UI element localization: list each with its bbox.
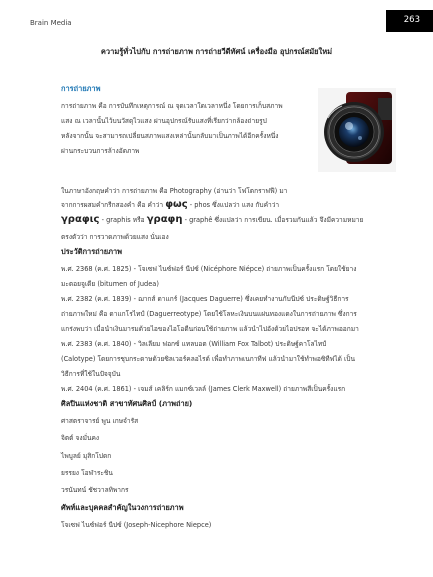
header-brand: Brain Media xyxy=(30,19,72,27)
text-segment: - graphê ซึ่งแปลว่า การเขียน. เมื่อรวมกันแล้ว จึงมีความหมาย xyxy=(184,216,364,224)
artist-name: ศาสตราจารย์ พูน เกษจำรัส xyxy=(61,417,139,425)
text-segment: - graphis หรือ xyxy=(101,216,145,224)
history-line: (Calotype) โดยการชุบกระดาษด้วยซิลเวอร์คลอไรด์ เพื่อทำภาพเนกาทีฟ แล้วนำมาใช้ทำพอซิทีฟได้ เป็น xyxy=(61,355,355,363)
greek-word-graphe: γραφη xyxy=(146,214,183,225)
history-line: พ.ศ. 2383 (ค.ศ. 1840) - วิลเลียม ฟอกซ์ แทลบอต (William Fox Talbot) ประดิษฐ์คาโลไทป์ xyxy=(61,340,327,348)
history-line: แกร่งพบว่า เมื่อนำเงินมารมด้วยไอของไอโอดีนก่อนใช้ถ่ายภาพ แล้วนำไปอังด้วยไอปรอท จะได้ภาพออกมา xyxy=(61,325,359,333)
artist-name: วรนันทน์ ชัชวาลทิพากร xyxy=(61,486,129,494)
text-segment: - phos ซึ่งแปลว่า แสง กับคำว่า xyxy=(189,201,280,209)
artist-name: ยรรยง โอฬาระชิน xyxy=(61,469,113,477)
history-line: วิธีการที่ใช้ในปัจจุบัน xyxy=(61,370,121,378)
paragraph-line: ตรงตัวว่า การวาดภาพด้วยแสง นั่นเอง xyxy=(61,233,169,241)
artist-name: จิตต์ จงมั่นคง xyxy=(61,434,100,442)
paragraph-line: การถ่ายภาพ คือ การบันทึกเหตุการณ์ ณ จุดเวลาใดเวลาหนึ่ง โดยการเก็บสภาพ xyxy=(61,102,283,110)
artist-name: ไพบูลย์ มุสิกโปดก xyxy=(61,452,112,460)
history-line: พ.ศ. 2368 (ค.ศ. 1825) - โจเซฟ ไนซ์ฟอร์ นีปซ์ (Nicéphore Niépce) ถ่ายภาพเป็นครั้งแรก โดยใช้ยาง xyxy=(61,265,357,273)
section-heading-photography: การถ่ายภาพ xyxy=(61,84,101,93)
paragraph-line: ผ่านกระบวนการล้างอัดภาพ xyxy=(61,147,140,155)
page-number: 263 xyxy=(403,15,420,25)
history-line: พ.ศ. 2382 (ค.ศ. 1839) - ฌากส์ ดาแกร์ (Jacques Daguerre) ซึ่งเคยทำงานกับนีปซ์ ประดิษฐ์วิธีการ xyxy=(61,295,349,303)
greek-word-graphis: γραφις xyxy=(61,214,100,225)
paragraph-line: แสง ณ เวลานั้นไว้บนวัสดุไวแสง ผ่านอุปกรณ์รับแสงที่เรียกว่ากล้องถ่ายรูป xyxy=(61,117,267,125)
paragraph-line xyxy=(61,199,279,210)
camera-lens-photo xyxy=(318,88,396,172)
page-number-badge xyxy=(386,10,433,32)
paragraph-line: ในภาษาอังกฤษคำว่า การถ่ายภาพ คือ Photography (อ่านว่า โฟโตกราฟฟี) มา xyxy=(61,187,288,195)
section-heading-terms: ศัพท์และบุคคลสำคัญในวงการถ่ายภาพ xyxy=(61,503,184,512)
section-heading-history: ประวัติการถ่ายภาพ xyxy=(61,247,123,256)
greek-word-phos: φως xyxy=(165,199,188,210)
history-line: พ.ศ. 2404 (ค.ศ. 1861) - เจมส์ เคลิร์ก แมกซ์เวลล์ (James Clerk Maxwell) ถ่ายภาพสีเป็นครั้งแรก xyxy=(61,385,346,393)
paragraph-line xyxy=(61,214,363,225)
history-line: ถ่ายภาพใหม่ คือ ดาแกโรไทป์ (Daguerreotype) โดยใช้โลหะเงินบนแผ่นทองแดงในการถ่ายภาพ ซึ่งการ xyxy=(61,310,357,318)
text-segment: จากการผสมคำกรีกสองคำ คือ คำว่า xyxy=(61,201,164,209)
page-title: ความรู้ทั่วไปกับ การถ่ายภาพ การถ่ายวีดีทัศน์ เครื่องมือ อุปกรณ์สมัยใหม่ xyxy=(100,47,333,56)
paragraph-line: หลังจากนั้น จะสามารถเปลี่ยนสภาพแสงเหล่านั้นกลับมาเป็นภาพได้อีกครั้งหนึ่ง xyxy=(61,132,279,140)
history-line: มะตอยจูเดีย (bitumen of Judea) xyxy=(61,280,159,288)
terms-line: โจเซฟ ไนซ์ฟอร์ นีปซ์ (Joseph-Nicephore Niepce) xyxy=(61,521,212,529)
section-heading-national-artists: ศิลปินแห่งชาติ สาขาทัศนศิลป์ (ภาพถ่าย) xyxy=(61,399,193,408)
